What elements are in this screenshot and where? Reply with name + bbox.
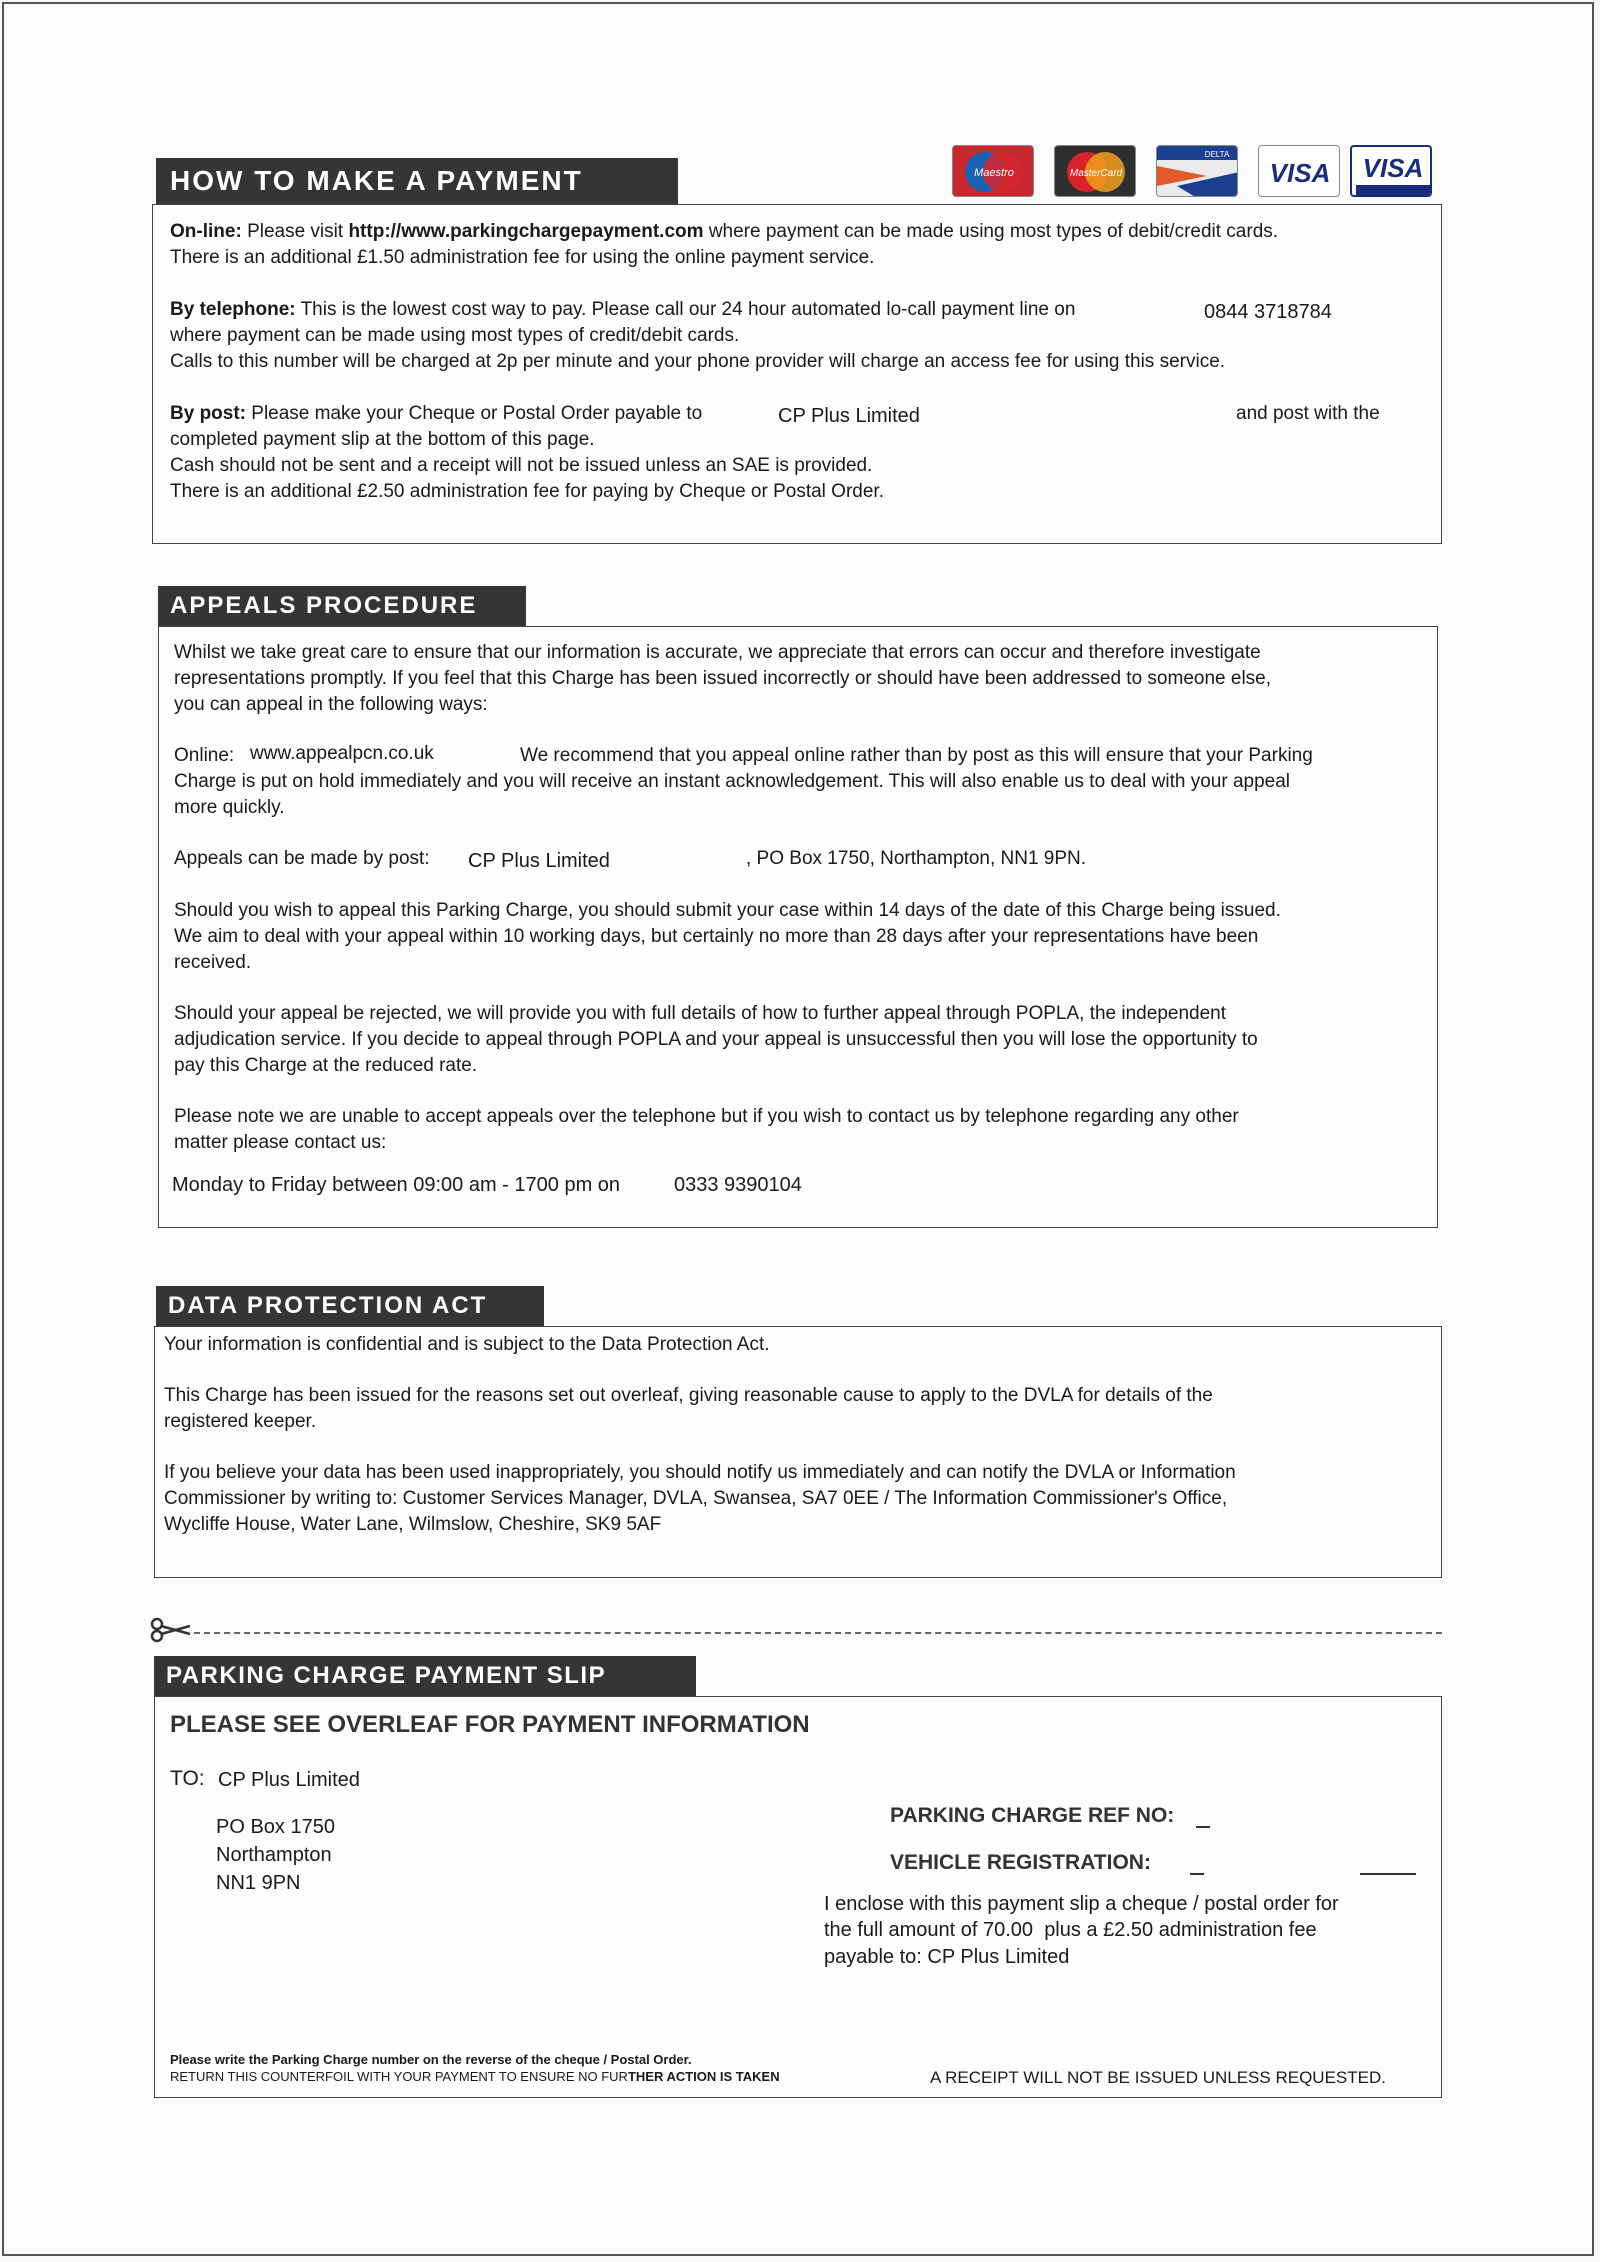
payment-post-line-4: There is an additional £2.50 administration fee for paying by Cheque or Postal Order. <box>170 481 884 502</box>
data-protection-line-5: Commissioner by writing to: Customer Services Manager, DVLA, Swansea, SA7 0EE / The Information Commissioner's Office, <box>164 1488 1228 1509</box>
data-protection-line-6: Wycliffe House, Water Lane, Wilmslow, Cheshire, SK9 5AF <box>164 1514 662 1535</box>
slip-heading: PLEASE SEE OVERLEAF FOR PAYMENT INFORMATION <box>170 1711 810 1738</box>
slip-to-label: TO: <box>170 1767 205 1790</box>
payment-phone-number: 0844 3718784 <box>1204 301 1332 323</box>
appeals-timing-2: We aim to deal with your appeal within 10 working days, but certainly no more than 28 days after your representations have been <box>174 926 1259 947</box>
slip-to-company: CP Plus Limited <box>218 1769 360 1791</box>
appeals-contact-number: 0333 9390104 <box>674 1174 802 1196</box>
maestro-label: Maestro <box>974 167 1014 179</box>
appeals-note-2: matter please contact us: <box>174 1132 387 1153</box>
appeals-post-company: CP Plus Limited <box>468 850 610 872</box>
payment-phone-line-3: Calls to this number will be charged at 2p per minute and your phone provider will charge an access fee for using this service. <box>170 351 1226 372</box>
payment-post-line-2: completed payment slip at the bottom of this page. <box>170 429 595 450</box>
delta-card-icon <box>1156 145 1238 197</box>
cut-line <box>194 1632 1442 1634</box>
slip-vehicle-label: VEHICLE REGISTRATION: <box>890 1851 1151 1874</box>
slip-enclose-3a: payable to: <box>824 1946 922 1968</box>
slip-amount: 70.00 <box>983 1919 1034 1941</box>
payment-card-logos <box>952 145 1432 197</box>
payment-online-line-1 <box>170 219 1278 245</box>
appeals-online-text-1: We recommend that you appeal online rather than by post as this will ensure that your Parking <box>520 745 1313 766</box>
mastercard-card-icon <box>1054 145 1136 197</box>
appeals-intro-2: representations promptly. If you feel that this Charge has been issued incorrectly or should have been addressed to someone else, <box>174 668 1272 689</box>
slip-ref-label: PARKING CHARGE REF NO: <box>890 1804 1175 1827</box>
slip-footer-1: Please write the Parking Charge number on the reverse of the cheque / Postal Order. <box>170 2052 692 2067</box>
slip-enclose-2b: plus a £2.50 administration fee <box>1044 1919 1317 1941</box>
appeals-reject-3: pay this Charge at the reduced rate. <box>174 1055 478 1076</box>
slip-section-title: PARKING CHARGE PAYMENT SLIP <box>154 1656 696 1696</box>
appeals-online-text-2: Charge is put on hold immediately and you will receive an instant acknowledgement. This will also enable us to deal with your appeal <box>174 771 1290 792</box>
visa-electron-label: VISA <box>1362 153 1424 183</box>
visa-electron-card-icon <box>1350 145 1432 197</box>
payment-post-line-3: Cash should not be sent and a receipt will not be issued unless an SAE is provided. <box>170 455 873 476</box>
payment-post-text: Please make your Cheque or Postal Order payable to <box>251 403 703 424</box>
appeals-post-address: , PO Box 1750, Northampton, NN1 9PN. <box>746 848 1087 869</box>
payment-phone-text: This is the lowest cost way to pay. Please call our 24 hour automated lo-call payment line on <box>300 299 1076 320</box>
slip-receipt-note: A RECEIPT WILL NOT BE ISSUED UNLESS REQUESTED. <box>930 2068 1386 2087</box>
delta-label: DELTA <box>1204 150 1230 159</box>
payment-phone-line-2: where payment can be made using most types of credit/debit cards. <box>170 325 740 346</box>
slip-enclose-2a: the full amount of <box>824 1919 978 1941</box>
slip-address-2: Northampton <box>216 1844 332 1866</box>
appeals-section-title: APPEALS PROCEDURE <box>158 586 526 626</box>
payment-section-title: HOW TO MAKE A PAYMENT <box>156 158 678 204</box>
slip-vehicle-field-end <box>1360 1873 1416 1875</box>
payment-online-text: Please visit <box>247 221 344 242</box>
payment-online-line-2: There is an additional £1.50 administration fee for using the online payment service. <box>170 247 875 268</box>
appeals-intro-1: Whilst we take great care to ensure that our information is accurate, we appreciate that errors can occur and therefore investigate <box>174 642 1261 663</box>
data-protection-line-3: registered keeper. <box>164 1411 317 1432</box>
appeals-note-1: Please note we are unable to accept appeals over the telephone but if you wish to contact us by telephone regarding any other <box>174 1106 1239 1127</box>
payment-post-payee: CP Plus Limited <box>778 405 920 427</box>
data-protection-line-2: This Charge has been issued for the reasons set out overleaf, giving reasonable cause to apply to the DVLA for details of the <box>164 1385 1213 1406</box>
appeals-intro-3: you can appeal in the following ways: <box>174 694 488 715</box>
payment-phone-line-1 <box>170 297 1075 323</box>
visa-label: VISA <box>1269 158 1331 188</box>
payment-online-text-2: where payment can be made using most types of debit/credit cards. <box>708 221 1279 242</box>
data-protection-line-4: If you believe your data has been used inappropriately, you should notify us immediately and can notify the DVLA or Information <box>164 1462 1236 1483</box>
appeals-timing-1: Should you wish to appeal this Parking Charge, you should submit your case within 14 days of the date of this Charge being issued. <box>174 900 1281 921</box>
slip-enclose-3 <box>824 1943 1069 1971</box>
visa-card-icon <box>1258 145 1340 197</box>
data-protection-box <box>154 1326 1442 1578</box>
payment-online-label: On-line: <box>170 221 242 242</box>
slip-enclose-1: I enclose with this payment slip a cheque / postal order for <box>824 1893 1339 1915</box>
slip-enclose-2 <box>824 1916 1317 1944</box>
mastercard-label: MasterCard <box>1069 168 1123 179</box>
maestro-card-icon <box>952 145 1034 197</box>
payment-post-text-2: and post with the <box>1236 403 1380 424</box>
scissors-icon <box>150 1614 194 1644</box>
slip-footer-2a: RETURN THIS COUNTERFOIL WITH YOUR PAYMENT TO ENSURE NO FUR <box>170 2069 628 2084</box>
slip-footer-2b: THER ACTION IS TAKEN <box>627 2069 780 2084</box>
slip-address-1: PO Box 1750 <box>216 1816 335 1838</box>
appeals-reject-2: adjudication service. If you decide to appeal through POPLA and your appeal is unsuccessful then you will lose the opportunity to <box>174 1029 1258 1050</box>
appeals-post-text: Appeals can be made by post: <box>174 848 430 869</box>
data-protection-line-1: Your information is confidential and is subject to the Data Protection Act. <box>164 1334 770 1355</box>
appeals-online-url-link[interactable]: www.appealpcn.co.uk <box>250 743 434 764</box>
appeals-hours: Monday to Friday between 09:00 am - 1700 pm on <box>172 1174 621 1196</box>
appeals-timing-3: received. <box>174 952 252 973</box>
data-protection-section-title: DATA PROTECTION ACT <box>156 1286 544 1326</box>
slip-payee: CP Plus Limited <box>927 1946 1070 1968</box>
payment-online-url-link[interactable]: http://www.parkingchargepayment.com <box>348 221 704 242</box>
payment-post-line-1 <box>170 401 702 427</box>
slip-vehicle-field[interactable] <box>1190 1873 1204 1875</box>
appeals-reject-1: Should your appeal be rejected, we will provide you with full details of how to further appeal through POPLA, the independent <box>174 1003 1226 1024</box>
appeals-online-label: Online: <box>174 745 235 766</box>
payment-post-label: By post: <box>170 403 246 424</box>
payment-phone-label: By telephone: <box>170 299 296 320</box>
appeals-online-text-3: more quickly. <box>174 797 285 818</box>
slip-address-3: NN1 9PN <box>216 1872 301 1894</box>
slip-footer-2 <box>170 2069 780 2085</box>
slip-ref-field[interactable] <box>1196 1826 1210 1828</box>
